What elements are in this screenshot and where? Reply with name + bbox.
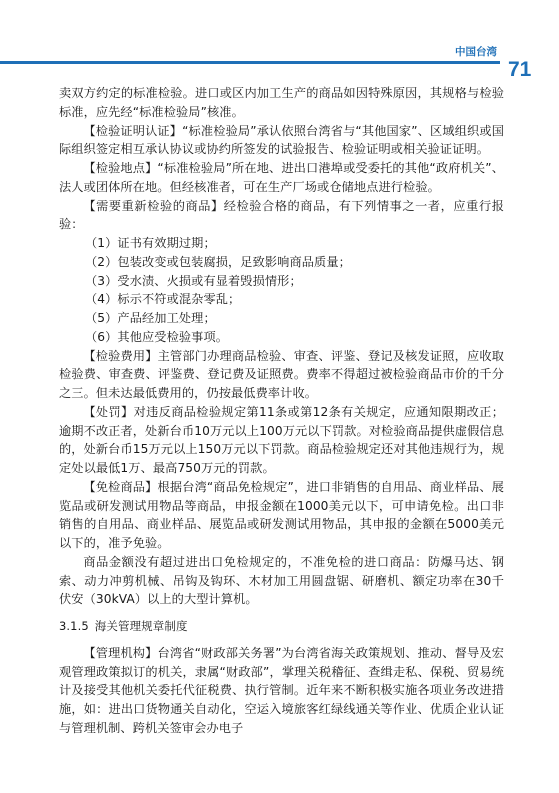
- paragraph: 【处罚】对违反商品检验规定第11条或第12条有关规定，应通知限期改正；逾期不改正者，处新台币10万元以上100万元以下罚款。对检验商品提供虚假信息的，处新台币15万元以上150万元以下罚款。商品检验规定还对其他违规行为，规定处以最低1万、最高750万元的罚款。: [59, 404, 504, 475]
- paragraph: 【检验地点】“标准检验局”所在地、进出口港埠或受委托的其他“政府机关”、法人或团体所在地。但经核准者，可在生产厂场或仓储地点进行检验。: [59, 161, 504, 194]
- list-item: （4）标示不符或混杂零乱；: [85, 292, 241, 307]
- paragraph: 【检验费用】主管部门办理商品检验、审查、评鉴、登记及核发证照，应收取检验费、审查费、评鉴费、登记费及证照费。费率不得超过被检验商品市价的千分之三。但未达最低费用的，仍按最低费率计收。: [59, 348, 504, 400]
- paragraph: 【检验证明认证】“标准检验局”承认依照台湾省与“其他国家”、区域组织或国际组织签定相互承认协议或协约所签发的试验报告、检验证明或相关验证证明。: [59, 123, 504, 157]
- paragraph: 【需要重新检验的商品】经检验合格的商品，有下列情事之一者，应重行报验：: [59, 198, 504, 232]
- section-title: 海关管理规章制度: [94, 619, 188, 633]
- section-number: 3.1.5: [59, 619, 89, 633]
- list-item: （5）产品经加工处理；: [85, 311, 216, 325]
- paragraph: 【免检商品】根据台湾“商品免检规定”，进口非销售的自用品、商业样品、展览品或研发测试用物品等商品，申报金额在1000美元以下，可申请免检。出口非销售的自用品、商业样品、展览品或研发测试用物品，其申报的金额在5000美元以下的，准予免验。: [59, 479, 504, 550]
- list-item: （3）受水渍、火损或有显着毁损情形；: [85, 273, 302, 288]
- list-item: （6）其他应受检验事项。: [85, 329, 229, 344]
- running-header-title: 中国台湾: [455, 46, 497, 58]
- header-rule: [0, 61, 500, 64]
- section-heading: [59, 617, 504, 636]
- paragraph: 卖双方约定的标准检验。进口或区内加工生产的商品如因特殊原因，其规格与检验标准，应先经“标准检验局”核准。: [59, 86, 504, 119]
- page-number: 71: [508, 58, 532, 81]
- paragraph: 商品金额没有超过进出口免检规定的，不准免检的进口商品：防爆马达、钢索、动力冲剪机械、吊钩及钩环、木材加工用圆盘锯、研磨机、额定功率在30千伏安（30kVA）以上的大型计算机。: [59, 554, 504, 607]
- list-item: （1）证书有效期过期；: [85, 236, 216, 250]
- body-text: [59, 84, 504, 738]
- paragraph: 【管理机构】台湾省“财政部关务署”为台湾省海关政策规划、推动、督导及宏观管理政策拟订的机关，隶属“财政部”，掌理关税稽征、查缉走私、保税、贸易统计及接受其他机关委托代征税费、执行管制。近年来不断积极实施各项业务改进措施，如：进出口货物通关自动化，空运入境旅客红绿线通关等作业、优质企业认证与管理机制、跨机关签审会办电子: [59, 645, 504, 735]
- list-item: （2）包装改变或包装腐损，足致影响商品质量；: [85, 254, 351, 269]
